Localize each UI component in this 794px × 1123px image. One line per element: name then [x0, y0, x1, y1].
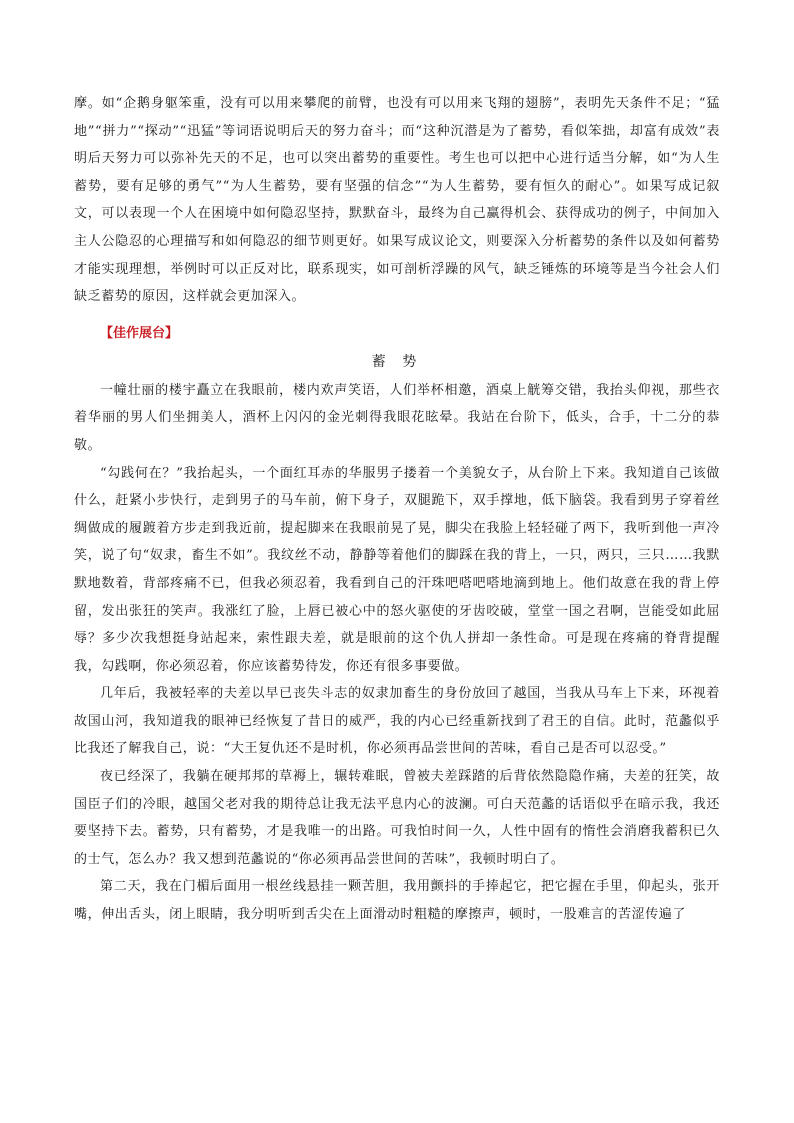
analysis-paragraph: 摩。如“企鹅身躯笨重，没有可以用来攀爬的前臂，也没有可以用来飞翔的翅膀”，表明先天条件不足；“猛地”“拼力”“探动”“迅猛”等词语说明后天的努力奋斗；而“这种沉潜是为了蓄势，看似笨拙，却富有成效”表明后天努力可以弥补先天的不足，也可以突出蓄势的重要性。考生也可以把中心进行适当分解，如“为人生蓄势，要有足够的勇气”“为人生蓄势，要有坚强的信念”“为人生蓄势，要有恒久的耐心”。如果写成记叙文，可以表现一个人在困境中如何隐忍坚持，默默奋斗，最终为自己赢得机会、获得成功的例子，中间加入主人公隐忍的心理描写和如何隐忍的细节则更好。如果写成议论文，则要深入分析蓄势的条件以及如何蓄势才能实现理想，举例时可以正反对比，联系现实，如可剖析浮躁的风气，缺乏锤炼的环境等是当今社会人们缺乏蓄势的原因，这样就会更加深入。	[74, 96, 720, 305]
essay-title: 蓄 势	[371, 353, 423, 370]
essay-paragraph: “勾践何在？”我抬起头，一个面红耳赤的华服男子搂着一个美貌女子，从台阶上下来。我知道自己该做什么，赶紧小步快行，走到男子的马车前，俯下身子，双腿跪下，双手撑地，低下脑袋。我看到男子穿着丝绸做成的履踱着方步走到我近前，提起脚来在我眼前晃了晃，脚尖在我脸上轻轻碰了两下，我听到他一声冷笑，说了句“奴隶，畜生不如”。我纹丝不动，静静等着他们的脚踩在我的背上，一只，两只，三只……我默默地数着，背部疼痛不已，但我必须忍着，我看到自己的汗珠吧嗒吧嗒地滴到地上。他们故意在我的背上停留，发出张狂的笑声。我涨红了脸，上唇已被心中的怒火驱使的牙齿咬破，堂堂一国之君啊，岂能受如此屈辱？多少次我想挺身站起来，索性跟夫差，就是眼前的这个仇人拼却一条性命。可是现在疼痛的脊背提醒我，勾践啊，你必须忍着，你应该蓄势待发，你还有很多事要做。	[74, 465, 720, 674]
essay-paragraph: 第二天，我在门楣后面用一根丝线悬挂一颗苦胆，我用颤抖的手捧起它，把它握在手里，仰起头，张开嘴，伸出舌头，闭上眼睛，我分明听到舌尖在上面滑动时粗糙的摩擦声，顿时，一股难言的苦涩传遍了	[74, 879, 720, 923]
essay-paragraph: 夜已经深了，我躺在硬邦邦的草褥上，辗转难眠，曾被夫差踩踏的后背依然隐隐作痛，夫差的狂笑，故国臣子们的冷眼，越国父老对我的期待总让我无法平息内心的波澜。可白天范蠡的话语似乎在暗示我，我还要坚持下去。蓄势，只有蓄势，才是我唯一的出路。可我怕时间一久，人性中固有的惰性会消磨我蓄积已久的士气，怎么办？我又想到范蠡说的“你必须再品尝世间的苦味”，我顿时明白了。	[74, 769, 720, 867]
essay-paragraph: 几年后，我被轻率的夫差以早已丧失斗志的奴隶加畜生的身份放回了越国，当我从马车上下来，环视着故国山河，我知道我的眼神已经恢复了昔日的威严，我的内心已经重新找到了君王的自信。此时，范蠡似乎比我还了解我自己，说：“大王复仇还不是时机，你必须再品尝世间的苦味，看自己是否可以忍受。”	[74, 686, 720, 757]
essay-paragraph: 一幢壮丽的楼宇矗立在我眼前，楼内欢声笑语，人们举杯相邀，酒桌上觥筹交错，我抬头仰视，那些衣着华丽的男人们坐拥美人，酒杯上闪闪的金光刺得我眼花眩晕。我站在台阶下，低头，合手，十二分的恭敬。	[74, 382, 720, 453]
page-content	[74, 90, 720, 929]
section-heading: 【佳作展台】	[100, 325, 179, 341]
